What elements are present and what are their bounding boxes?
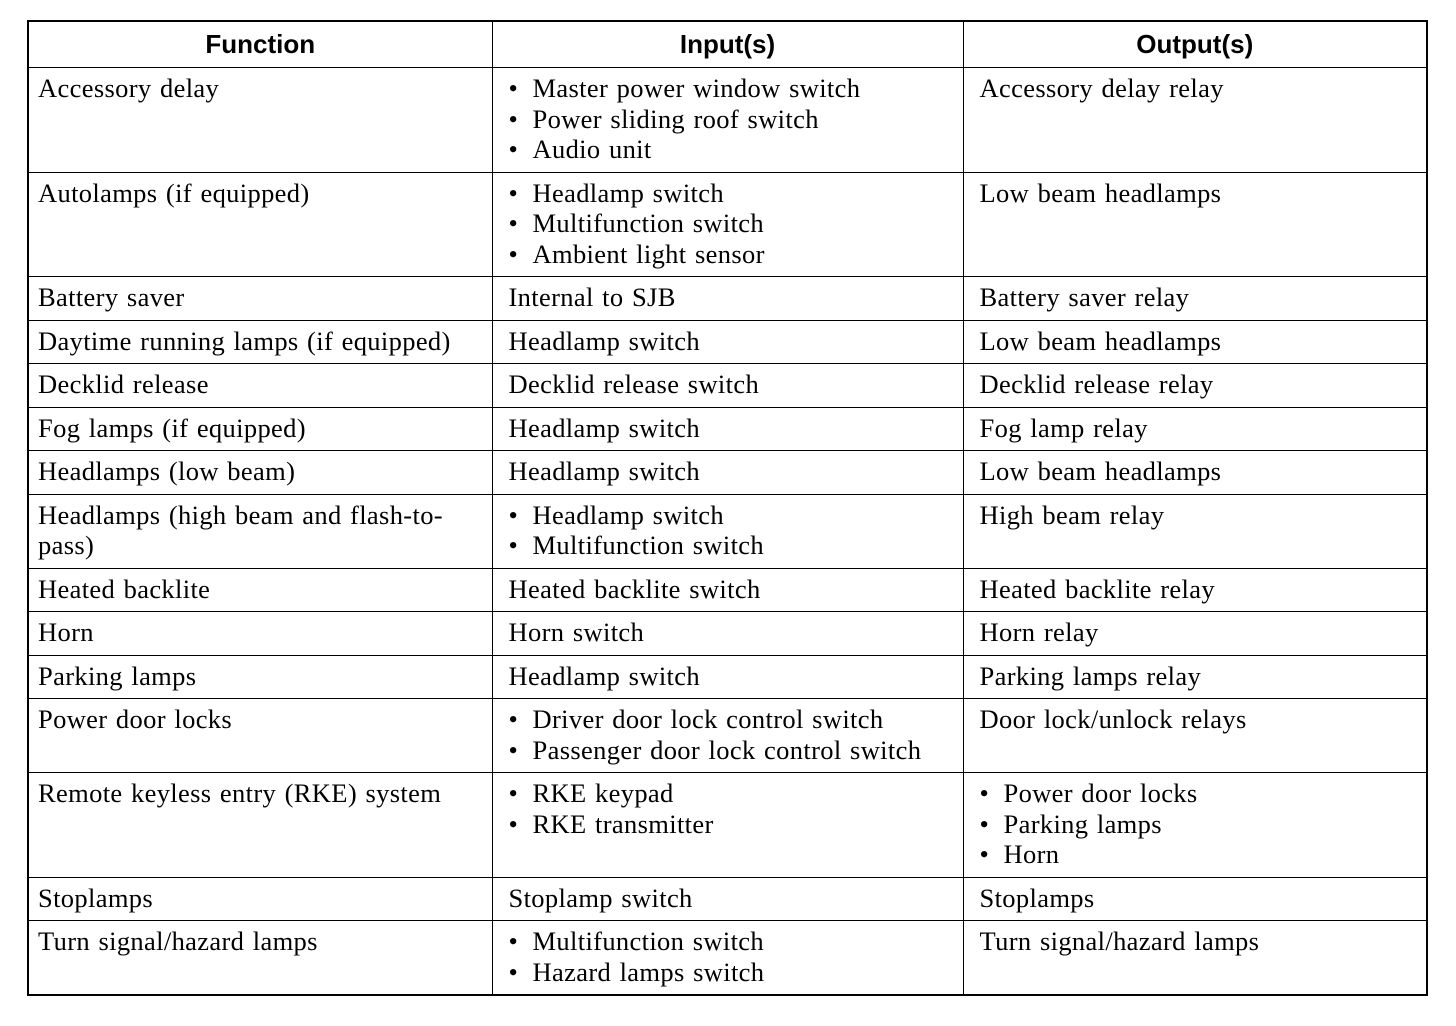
list-item bbox=[509, 735, 955, 766]
bullet-icon: • bbox=[508, 808, 519, 839]
inputs-cell-text: Decklid release switch bbox=[508, 369, 760, 399]
function-cell bbox=[28, 364, 492, 408]
bullet-icon: • bbox=[508, 238, 519, 269]
outputs-cell-text: Stoplamps bbox=[979, 882, 1095, 913]
inputs-cell bbox=[492, 612, 963, 656]
inputs-cell-text: Internal to SJB bbox=[508, 282, 676, 312]
function-cell-text: Headlamps (high beam and flash-to-pass) bbox=[38, 499, 443, 560]
list-item bbox=[509, 704, 955, 735]
list-item bbox=[509, 134, 955, 165]
bullet-list bbox=[509, 704, 955, 765]
outputs-cell bbox=[963, 172, 1427, 277]
bullet-list bbox=[509, 500, 955, 561]
table-row bbox=[28, 655, 1427, 699]
bullet-icon: • bbox=[508, 778, 519, 808]
list-item bbox=[509, 73, 955, 104]
bullet-icon: • bbox=[508, 208, 519, 238]
outputs-cell bbox=[963, 364, 1427, 408]
list-item bbox=[509, 809, 955, 840]
table-row bbox=[28, 612, 1427, 656]
function-cell-text: Remote keyless entry (RKE) system bbox=[38, 778, 442, 808]
outputs-cell-text: Low beam headlamps bbox=[979, 325, 1222, 356]
outputs-cell bbox=[963, 68, 1427, 173]
function-cell bbox=[28, 68, 492, 173]
function-cell bbox=[28, 494, 492, 568]
outputs-cell-text: Horn relay bbox=[979, 617, 1099, 647]
list-item-text: Headlamp switch bbox=[532, 499, 724, 530]
outputs-cell-text: Low beam headlamps bbox=[979, 456, 1222, 486]
table-row bbox=[28, 568, 1427, 612]
function-cell-text: Horn bbox=[38, 617, 94, 647]
function-table bbox=[27, 20, 1428, 996]
list-item bbox=[509, 500, 955, 531]
inputs-cell bbox=[492, 699, 963, 773]
inputs-cell bbox=[492, 364, 963, 408]
inputs-cell bbox=[492, 277, 963, 321]
inputs-cell-text: Stoplamp switch bbox=[508, 882, 693, 913]
outputs-cell bbox=[963, 568, 1427, 612]
table-row bbox=[28, 407, 1427, 451]
list-item-text: Power door locks bbox=[1003, 778, 1198, 808]
function-cell-text: Autolamps (if equipped) bbox=[38, 177, 310, 208]
bullet-icon: • bbox=[508, 134, 519, 164]
list-item bbox=[509, 530, 955, 561]
function-cell-text: Turn signal/hazard lamps bbox=[38, 926, 318, 956]
table-row bbox=[28, 494, 1427, 568]
table-row bbox=[28, 921, 1427, 996]
outputs-cell-text: Low beam headlamps bbox=[979, 177, 1222, 208]
inputs-cell bbox=[492, 407, 963, 451]
list-item-text: Audio unit bbox=[532, 134, 652, 164]
outputs-cell bbox=[963, 451, 1427, 495]
function-cell-text: Power door locks bbox=[38, 704, 233, 734]
bullet-icon: • bbox=[508, 103, 519, 134]
list-item-text: Horn bbox=[1003, 839, 1060, 869]
list-item bbox=[509, 104, 955, 135]
function-cell-text: Battery saver bbox=[38, 282, 185, 312]
function-cell-text: Parking lamps bbox=[38, 660, 197, 691]
function-cell-text: Headlamps (low beam) bbox=[38, 456, 296, 486]
inputs-cell bbox=[492, 494, 963, 568]
list-item bbox=[980, 809, 1419, 840]
table-body bbox=[28, 68, 1427, 996]
bullet-icon: • bbox=[508, 530, 519, 560]
inputs-cell-text: Horn switch bbox=[508, 617, 645, 647]
list-item bbox=[509, 239, 955, 270]
outputs-cell-text: Fog lamp relay bbox=[979, 412, 1148, 443]
function-cell bbox=[28, 277, 492, 321]
function-cell-text: Stoplamps bbox=[38, 882, 154, 913]
list-item bbox=[509, 926, 955, 957]
bullet-icon: • bbox=[508, 926, 519, 956]
function-cell bbox=[28, 921, 492, 996]
outputs-cell bbox=[963, 699, 1427, 773]
function-cell bbox=[28, 699, 492, 773]
outputs-cell bbox=[963, 407, 1427, 451]
outputs-cell-text: Door lock/unlock relays bbox=[979, 704, 1247, 734]
header-inputs: Input(s) bbox=[492, 21, 963, 68]
function-cell bbox=[28, 407, 492, 451]
inputs-cell bbox=[492, 655, 963, 699]
outputs-cell-text: Parking lamps relay bbox=[979, 660, 1202, 691]
header-outputs: Output(s) bbox=[963, 21, 1427, 68]
table-row bbox=[28, 773, 1427, 878]
bullet-icon: • bbox=[979, 839, 990, 869]
outputs-cell-text: High beam relay bbox=[979, 499, 1165, 530]
outputs-cell bbox=[963, 655, 1427, 699]
outputs-cell bbox=[963, 877, 1427, 921]
inputs-cell bbox=[492, 877, 963, 921]
function-cell-text: Daytime running lamps (if equipped) bbox=[38, 325, 451, 356]
list-item-text: Passenger door lock control switch bbox=[532, 734, 922, 765]
function-cell bbox=[28, 451, 492, 495]
inputs-cell bbox=[492, 172, 963, 277]
function-cell bbox=[28, 320, 492, 364]
table-row bbox=[28, 172, 1427, 277]
outputs-cell-text: Battery saver relay bbox=[979, 282, 1190, 312]
outputs-cell bbox=[963, 277, 1427, 321]
bullet-list bbox=[509, 926, 955, 987]
table-row bbox=[28, 320, 1427, 364]
table-row bbox=[28, 877, 1427, 921]
header-row bbox=[28, 21, 1427, 68]
table-row bbox=[28, 451, 1427, 495]
inputs-cell-text: Headlamp switch bbox=[508, 325, 700, 356]
bullet-icon: • bbox=[508, 704, 519, 734]
list-item-text: Multifunction switch bbox=[532, 530, 765, 560]
inputs-cell bbox=[492, 568, 963, 612]
function-cell bbox=[28, 568, 492, 612]
function-cell bbox=[28, 773, 492, 878]
inputs-cell bbox=[492, 921, 963, 996]
function-cell-text: Accessory delay bbox=[38, 73, 220, 103]
outputs-cell bbox=[963, 494, 1427, 568]
bullet-list bbox=[509, 73, 955, 165]
list-item-text: Driver door lock control switch bbox=[532, 704, 884, 734]
list-item-text: Hazard lamps switch bbox=[532, 956, 765, 987]
inputs-cell-text: Headlamp switch bbox=[508, 456, 700, 486]
outputs-cell bbox=[963, 612, 1427, 656]
table-row bbox=[28, 277, 1427, 321]
outputs-cell-text: Heated backlite relay bbox=[979, 573, 1215, 604]
list-item-text: Headlamp switch bbox=[532, 177, 724, 208]
outputs-cell-text: Turn signal/hazard lamps bbox=[979, 926, 1260, 956]
header-function: Function bbox=[28, 21, 492, 68]
function-cell-text: Fog lamps (if equipped) bbox=[38, 412, 306, 443]
inputs-cell bbox=[492, 68, 963, 173]
outputs-cell bbox=[963, 773, 1427, 878]
function-cell-text: Decklid release bbox=[38, 369, 209, 399]
inputs-cell-text: Heated backlite switch bbox=[508, 573, 761, 604]
inputs-cell-text: Headlamp switch bbox=[508, 660, 700, 691]
outputs-cell bbox=[963, 921, 1427, 996]
list-item bbox=[509, 178, 955, 209]
inputs-cell bbox=[492, 320, 963, 364]
function-cell bbox=[28, 877, 492, 921]
bullet-icon: • bbox=[508, 956, 519, 987]
outputs-cell-text: Decklid release relay bbox=[979, 369, 1214, 399]
outputs-cell bbox=[963, 320, 1427, 364]
list-item-text: RKE keypad bbox=[532, 778, 674, 808]
function-cell bbox=[28, 655, 492, 699]
bullet-list bbox=[509, 178, 955, 270]
list-item bbox=[509, 957, 955, 988]
inputs-cell bbox=[492, 451, 963, 495]
list-item bbox=[509, 208, 955, 239]
bullet-icon: • bbox=[508, 499, 519, 530]
list-item-text: Multifunction switch bbox=[532, 926, 765, 956]
function-cell-text: Heated backlite bbox=[38, 573, 211, 604]
table-row bbox=[28, 68, 1427, 173]
list-item-text: Multifunction switch bbox=[532, 208, 765, 238]
function-cell bbox=[28, 612, 492, 656]
table-row bbox=[28, 364, 1427, 408]
bullet-icon: • bbox=[979, 778, 990, 808]
list-item-text: RKE transmitter bbox=[532, 808, 714, 839]
list-item-text: Master power window switch bbox=[532, 73, 861, 103]
inputs-cell-text: Headlamp switch bbox=[508, 412, 700, 443]
bullet-icon: • bbox=[508, 734, 519, 765]
list-item bbox=[980, 778, 1419, 809]
bullet-list bbox=[980, 778, 1419, 870]
bullet-icon: • bbox=[508, 73, 519, 103]
list-item bbox=[980, 839, 1419, 870]
inputs-cell bbox=[492, 773, 963, 878]
list-item bbox=[509, 778, 955, 809]
list-item-text: Power sliding roof switch bbox=[532, 103, 819, 134]
bullet-icon: • bbox=[979, 808, 990, 839]
list-item-text: Ambient light sensor bbox=[532, 238, 765, 269]
list-item-text: Parking lamps bbox=[1003, 808, 1162, 839]
function-cell bbox=[28, 172, 492, 277]
bullet-icon: • bbox=[508, 177, 519, 208]
table-row bbox=[28, 699, 1427, 773]
outputs-cell-text: Accessory delay relay bbox=[979, 73, 1224, 103]
bullet-list bbox=[509, 778, 955, 839]
